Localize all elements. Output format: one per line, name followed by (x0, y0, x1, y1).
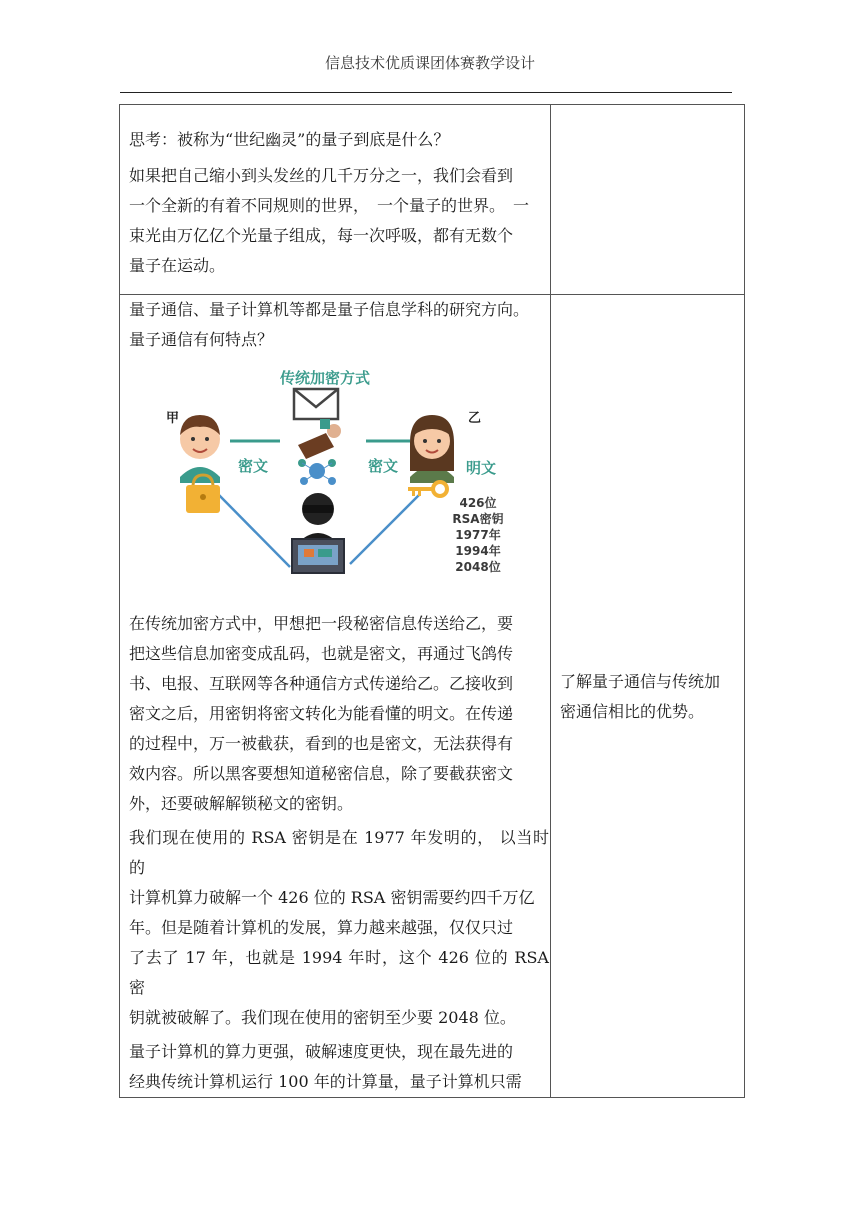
header-rule (120, 92, 732, 93)
row1-line: 束光由万亿亿个光量子组成，每一次呼吸，都有无数个 (129, 226, 514, 245)
para2-line: 了去了 17 年，也就是 1994 年时，这个 426 位的 RSA 密 (129, 948, 549, 997)
plaintext-label: 明文 (466, 459, 497, 477)
rsa-line: 2048位 (455, 560, 501, 574)
lesson-table (119, 104, 745, 1098)
row1-line: 一个全新的有着不同规则的世界， 一个量子的世界。 一 (129, 196, 530, 215)
intercept-line-right (350, 494, 420, 564)
envelope-icon (294, 389, 338, 419)
para2-line: 年。但是随着计算机的发展，算力越来越强，仅仅只过 (129, 918, 514, 937)
row1-line: 如果把自己缩小到头发丝的几千万分之一，我们会看到 (129, 166, 514, 185)
note-line: 了解量子通信与传统加 (560, 672, 721, 691)
question-text: 思考：被称为“世纪幽灵”的量子到底是什么？ (129, 130, 450, 149)
rsa-line: 1977年 (455, 528, 501, 542)
para1-line: 效内容。所以黑客要想知道秘密信息，除了要截获密文 (129, 764, 514, 783)
para2-line: 计算机算力破解一个 426 位的 RSA 密钥需要约四千万亿 (129, 888, 535, 907)
para1-line: 在传统加密方式中，甲想把一段秘密信息传送给乙，要 (129, 614, 514, 633)
key-icon (408, 482, 447, 496)
para2-line: 钥就被破解了。我们现在使用的密钥至少要 2048 位。 (129, 1008, 516, 1027)
table-row (120, 295, 745, 1098)
para1-line: 的过程中，万一被截获，看到的也是密文，无法获得有 (129, 734, 514, 753)
receiver-label: 乙 (468, 411, 482, 426)
rsa-line: 426位 (459, 496, 497, 510)
rsa-line: 1994年 (455, 544, 501, 558)
note-cell (551, 105, 745, 295)
network-icon (298, 459, 336, 485)
note-line: 密通信相比的优势。 (560, 702, 705, 721)
sender-label: 甲 (166, 411, 180, 426)
row1-line: 量子在运动。 (129, 256, 226, 275)
sender-person-icon (180, 415, 220, 483)
intro-line: 量子通信有何特点？ (129, 330, 274, 349)
encryption-figure (120, 359, 550, 589)
receiver-person-icon (410, 415, 454, 483)
rsa-line: RSA密钥 (452, 512, 504, 526)
intro-line: 量子通信、量子计算机等都是量子信息学科的研究方向。 (129, 300, 530, 319)
table-row (120, 105, 745, 295)
page-header: 信息技术优质课团体赛教学设计 (324, 54, 535, 72)
hand-key-icon (298, 419, 341, 459)
para1-line: 把这些信息加密变成乱码，也就是密文，再通过飞鸽传 (129, 644, 514, 663)
para2-line: 我们现在使用的 RSA 密钥是在 1977 年发明的， 以当时的 (129, 828, 549, 877)
note-cell (551, 295, 745, 1098)
para3-line: 经典传统计算机运行 100 年的计算量，量子计算机只需 (129, 1072, 522, 1091)
para3-line: 量子计算机的算力更强，破解速度更快，现在最先进的 (129, 1042, 514, 1061)
hacker-icon (292, 493, 344, 573)
rsa-info (450, 495, 506, 575)
content-cell (120, 105, 551, 295)
intercept-line-left (215, 491, 290, 567)
content-cell (120, 295, 551, 1098)
para1-line: 密文之后，用密钥将密文转化为能看懂的明文。在传递 (129, 704, 514, 723)
para1-line: 外，还要破解解锁秘文的密钥。 (129, 794, 354, 813)
para1-line: 书、电报、互联网等各种通信方式传递给乙。乙接收到 (129, 674, 514, 693)
figure-title: 传统加密方式 (280, 369, 371, 387)
cipher-label-left: 密文 (238, 457, 269, 475)
cipher-label-right: 密文 (368, 457, 399, 475)
